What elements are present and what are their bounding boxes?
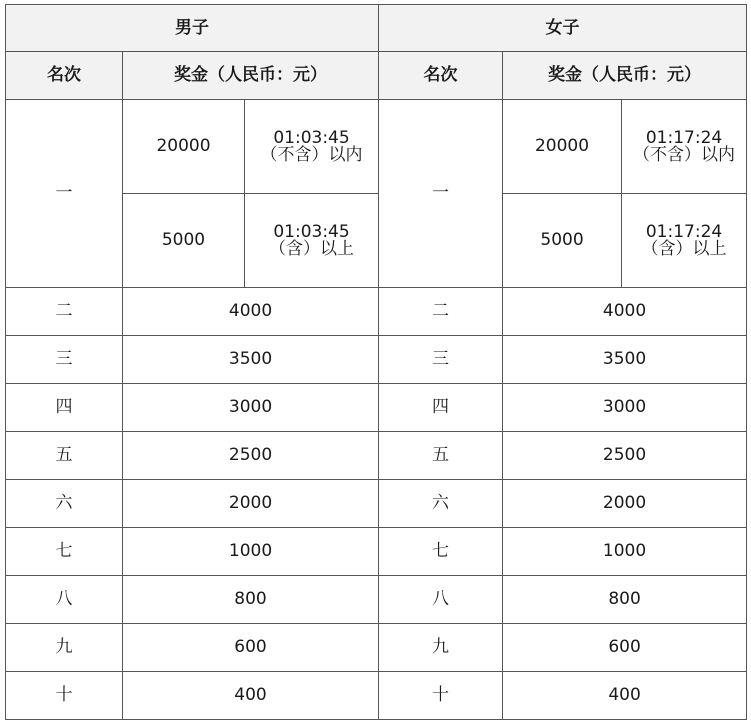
header-prize-women: 奖金（人民币：元） [503,52,747,100]
header-rank-women: 名次 [379,52,503,100]
first-condition-women-a [622,100,747,194]
table-row [6,336,747,384]
condition-time: 01:03:45 [273,221,350,242]
table-row [6,384,747,432]
prize-cell-women: 800 [503,576,747,624]
rank-cell-women: 四 [379,384,503,432]
prize-cell-men: 4000 [123,288,379,336]
prize-cell-men: 400 [123,672,379,720]
prize-cell-men: 3000 [123,384,379,432]
first-condition-men-a [245,100,379,194]
table-row [6,480,747,528]
condition-note: （不含）以内 [260,144,363,165]
rank-cell-men: 六 [6,480,123,528]
rank-cell-men: 三 [6,336,123,384]
prize-cell-men: 2000 [123,480,379,528]
table-row [6,624,747,672]
condition-time: 01:17:24 [645,127,723,148]
rank-cell-men: 四 [6,384,123,432]
group-header-women: 女子 [379,5,747,52]
rank-cell-women: 三 [379,336,503,384]
condition-note: （含）以上 [269,238,355,259]
first-prize-men-b: 5000 [123,194,245,288]
condition-time: 01:17:24 [645,221,723,242]
prize-cell-women: 3500 [503,336,747,384]
prize-cell-women: 400 [503,672,747,720]
condition-note: （含）以上 [641,238,727,259]
rank-cell-men: 九 [6,624,123,672]
rank-cell-men: 五 [6,432,123,480]
first-condition-women-b [622,194,747,288]
table-row [6,432,747,480]
prize-cell-women: 3000 [503,384,747,432]
rank-cell-women: 八 [379,576,503,624]
prize-cell-women: 600 [503,624,747,672]
condition-note: （不含）以内 [633,144,736,165]
rank-cell-women: 九 [379,624,503,672]
prize-cell-women: 1000 [503,528,747,576]
prize-cell-women: 4000 [503,288,747,336]
rank-cell-men: 八 [6,576,123,624]
prize-cell-women: 2000 [503,480,747,528]
prize-cell-men: 3500 [123,336,379,384]
prize-cell-men: 600 [123,624,379,672]
prize-cell-men: 800 [123,576,379,624]
first-condition-men-b [245,194,379,288]
prize-table-container [5,4,747,720]
prize-cell-men: 2500 [123,432,379,480]
rank-cell-women: 五 [379,432,503,480]
column-header-row [6,52,747,100]
rank-cell-men: 二 [6,288,123,336]
header-rank-men: 名次 [6,52,123,100]
table-row [6,528,747,576]
rank-cell-women: 七 [379,528,503,576]
header-prize-men: 奖金（人民币：元） [123,52,379,100]
rank-first-men: 一 [6,100,123,288]
prize-cell-women: 2500 [503,432,747,480]
first-place-row-a [6,100,747,194]
first-prize-men-a: 20000 [123,100,245,194]
group-header-row [6,5,747,52]
rank-cell-men: 七 [6,528,123,576]
first-prize-women-a: 20000 [503,100,622,194]
rank-cell-women: 六 [379,480,503,528]
rank-cell-men: 十 [6,672,123,720]
group-header-men: 男子 [6,5,379,52]
rank-cell-women: 十 [379,672,503,720]
first-prize-women-b: 5000 [503,194,622,288]
rank-cell-women: 二 [379,288,503,336]
condition-time: 01:03:45 [273,127,350,148]
table-row [6,672,747,720]
prize-cell-men: 1000 [123,528,379,576]
table-row [6,288,747,336]
rank-first-women: 一 [379,100,503,288]
table-row [6,576,747,624]
prize-table [5,4,747,720]
